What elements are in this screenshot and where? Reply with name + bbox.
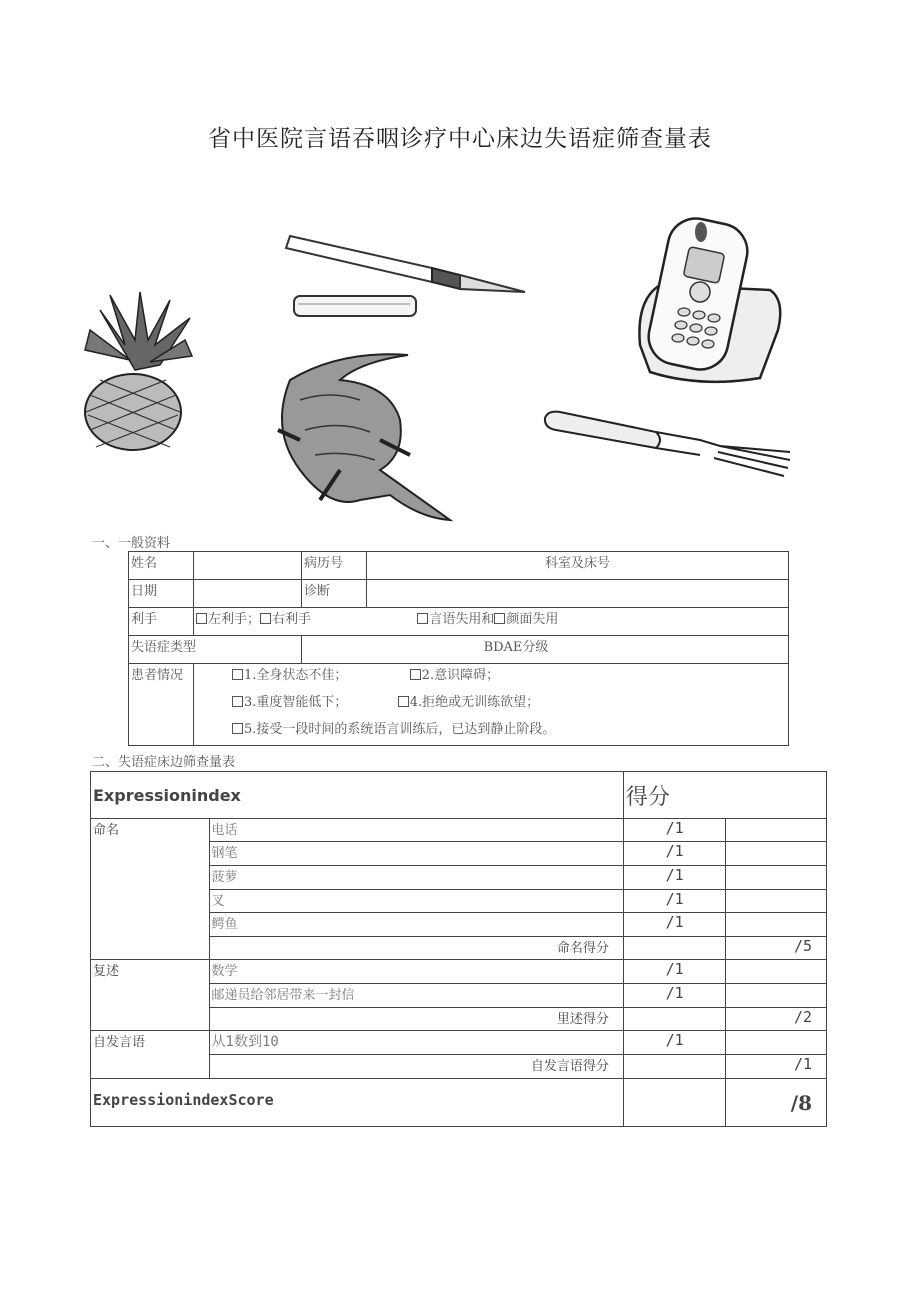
crocodile-illustration — [278, 354, 450, 520]
item-score: /1 — [623, 960, 726, 984]
pineapple-illustration — [85, 292, 192, 450]
checkbox-icon[interactable] — [410, 669, 421, 680]
naming-item: 钢笔 — [209, 842, 623, 866]
dept-label: 科室及床号 — [367, 552, 789, 580]
left-hand-option[interactable]: 左利手； — [196, 612, 260, 627]
naming-item: 菠萝 — [209, 866, 623, 890]
score-cell[interactable] — [623, 937, 726, 960]
item-score: /1 — [623, 890, 726, 913]
status-row-3 — [194, 718, 789, 746]
screening-table — [90, 771, 827, 1127]
final-score-label: ExpressionindexScore — [91, 1079, 624, 1127]
speech-apraxia-option[interactable]: 言语失用和 — [417, 612, 494, 627]
status-label: 患者情况 — [129, 664, 194, 746]
repeat-total-label: 里述得分 — [209, 1008, 623, 1031]
checkbox-icon[interactable] — [494, 613, 505, 624]
score-cell[interactable] — [726, 960, 827, 984]
item-score: /1 — [623, 819, 726, 842]
score-cell[interactable] — [726, 890, 827, 913]
spontaneous-total-label: 自发言语得分 — [209, 1055, 623, 1079]
score-cell[interactable] — [726, 984, 827, 1008]
item-score: /1 — [623, 984, 726, 1008]
score-cell[interactable] — [726, 842, 827, 866]
status-row-2 — [194, 691, 789, 718]
pen-illustration — [286, 236, 525, 316]
fork-illustration — [545, 412, 790, 476]
score-cell[interactable] — [623, 1055, 726, 1079]
spontaneous-item: 从1数到10 — [209, 1031, 623, 1055]
spontaneous-label: 自发言语 — [91, 1031, 210, 1079]
status-option-1[interactable]: 1.全身状态不佳； — [232, 668, 347, 683]
general-info-table — [128, 551, 789, 746]
expression-index-header: Expressionindex — [91, 772, 624, 819]
checkbox-icon[interactable] — [232, 669, 243, 680]
naming-total-label: 命名得分 — [209, 937, 623, 960]
spontaneous-total: /1 — [726, 1055, 827, 1079]
telephone-illustration — [639, 213, 780, 382]
date-field[interactable] — [194, 580, 302, 608]
score-cell[interactable] — [726, 1031, 827, 1055]
status-option-4[interactable]: 4.拒绝或无训练欲望； — [398, 695, 539, 710]
section-general-info: 一、一般资料 — [92, 536, 171, 551]
checkbox-icon[interactable] — [232, 723, 243, 734]
score-cell[interactable] — [726, 819, 827, 842]
status-option-3[interactable]: 3.重度智能低下； — [232, 695, 347, 710]
name-label: 姓名 — [129, 552, 194, 580]
repeat-item: 邮递员给邻居带来一封信 — [209, 984, 623, 1008]
item-score: /1 — [623, 913, 726, 937]
item-score: /1 — [623, 842, 726, 866]
repeat-item: 数学 — [209, 960, 623, 984]
checkbox-icon[interactable] — [260, 613, 271, 624]
item-score: /1 — [623, 866, 726, 890]
status-row-1 — [194, 664, 789, 692]
diagnosis-label: 诊断 — [302, 580, 367, 608]
score-cell[interactable] — [726, 866, 827, 890]
naming-item: 叉 — [209, 890, 623, 913]
hand-options — [194, 608, 789, 636]
naming-total: /5 — [726, 937, 827, 960]
naming-item: 鳄鱼 — [209, 913, 623, 937]
final-score: /8 — [726, 1079, 827, 1127]
repeat-label: 复述 — [91, 960, 210, 1031]
repeat-total: /2 — [726, 1008, 827, 1031]
date-label: 日期 — [129, 580, 194, 608]
diagnosis-field[interactable] — [367, 580, 789, 608]
score-cell[interactable] — [623, 1079, 726, 1127]
naming-label: 命名 — [91, 819, 210, 960]
record-label: 病历号 — [302, 552, 367, 580]
score-cell[interactable] — [726, 913, 827, 937]
type-label: 失语症类型 — [129, 636, 302, 664]
name-field[interactable] — [194, 552, 302, 580]
score-cell[interactable] — [623, 1008, 726, 1031]
page-title: 省中医院言语吞咽诊疗中心床边失语症筛查量表 — [208, 126, 712, 152]
checkbox-icon[interactable] — [417, 613, 428, 624]
status-option-5[interactable]: 5.接受一段时间的系统语言训练后，已达到静止阶段。 — [232, 722, 555, 737]
right-hand-option[interactable]: 右利手 — [260, 612, 311, 627]
hand-label: 利手 — [129, 608, 194, 636]
status-option-2[interactable]: 2.意识障碍； — [410, 668, 499, 683]
checkbox-icon[interactable] — [196, 613, 207, 624]
illustrations — [0, 0, 920, 540]
naming-item: 电话 — [209, 819, 623, 842]
section-screening: 二、失语症床边筛查量表 — [92, 755, 236, 770]
bdae-label: BDAE分级 — [302, 636, 789, 664]
item-score: /1 — [623, 1031, 726, 1055]
checkbox-icon[interactable] — [232, 696, 243, 707]
checkbox-icon[interactable] — [398, 696, 409, 707]
facial-apraxia-option[interactable]: 颜面失用 — [494, 612, 558, 627]
score-header: 得分 — [623, 772, 826, 819]
